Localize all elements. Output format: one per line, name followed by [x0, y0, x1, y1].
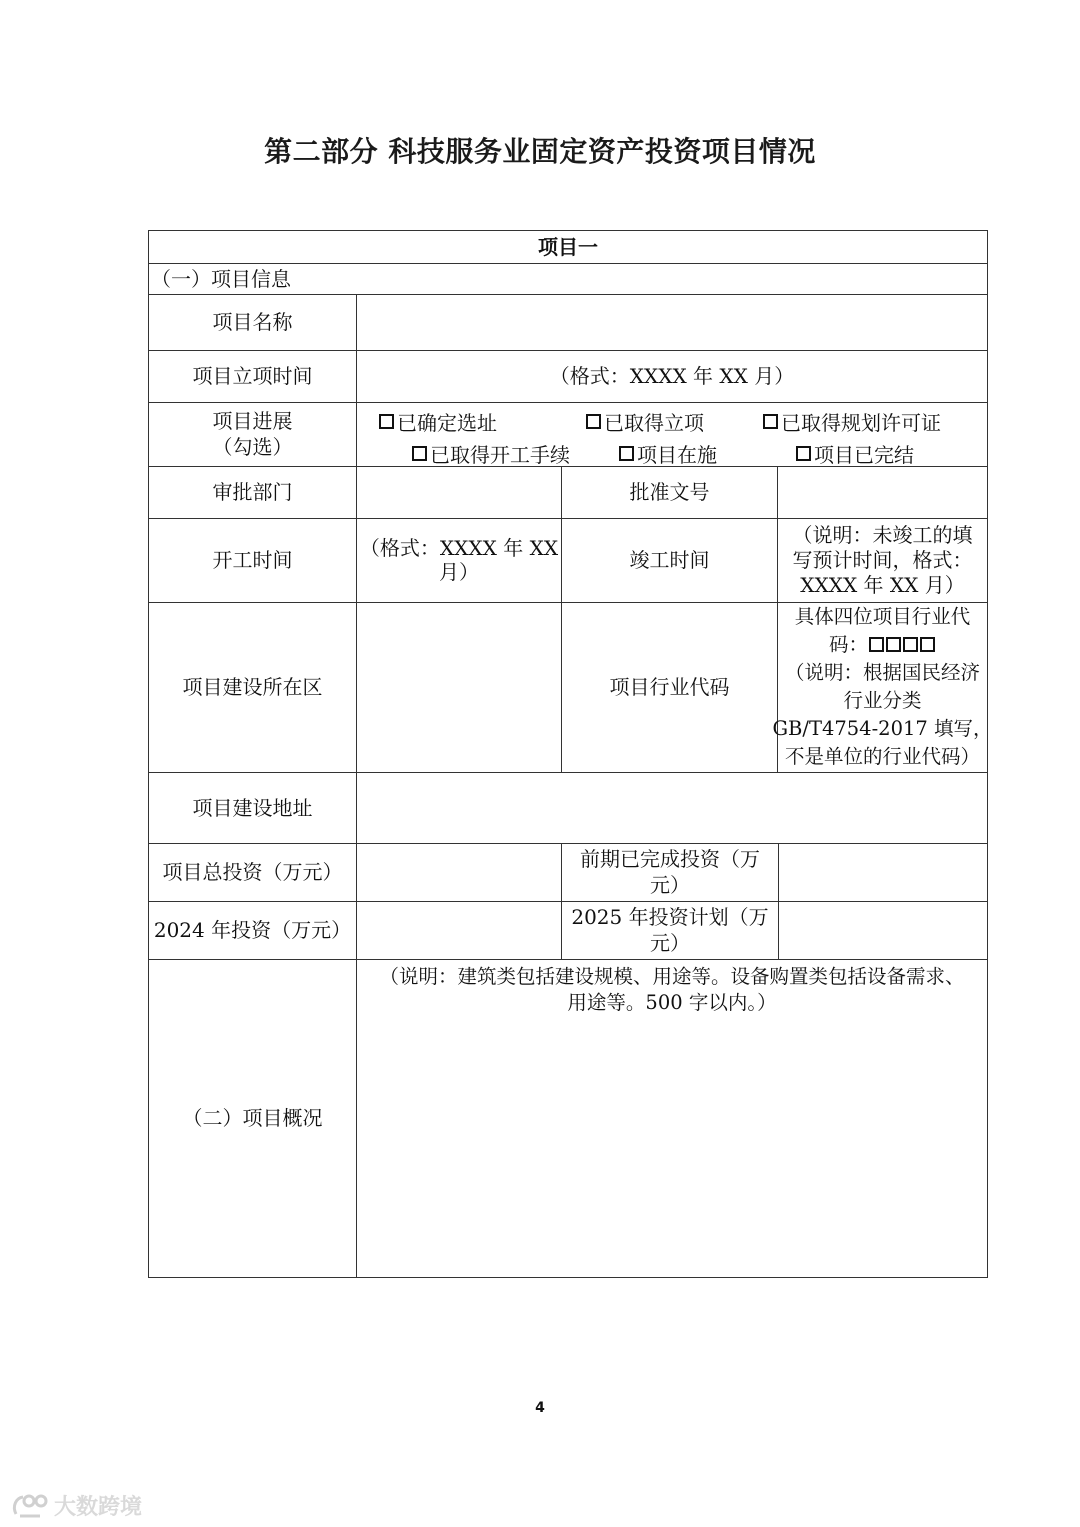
investment-2024-label: 2024 年投资（万元） — [153, 918, 352, 942]
industry-hint-line5: GB/T4754-2017 填写， — [772, 717, 993, 740]
approval-time-field[interactable]: （格式：XXXX 年 XX 月） — [549, 364, 795, 388]
project-header: 项目一 — [538, 235, 598, 259]
watermark-text: 大数跨境 — [54, 1495, 143, 1520]
completed-investment-label: 前期已完成投资（万 元） — [580, 847, 760, 897]
code-box-icon — [903, 637, 918, 652]
industry-hint-line6: 不是单位的行业代码） — [784, 745, 980, 768]
section-project-info: （一）项目信息 — [151, 266, 291, 291]
industry-code-label: 项目行业代码 — [609, 675, 730, 699]
watermark-logo-icon — [10, 1492, 50, 1520]
completion-hint-line2: 写预计时间，格式： — [792, 547, 973, 572]
approval-time-label: 项目立项时间 — [192, 364, 313, 388]
completed-investment-field[interactable] — [779, 843, 987, 901]
industry-hint-line3: （说明：根据国民经济 — [784, 661, 980, 684]
plan-2025-label: 2025 年投资计划（万 元） — [571, 905, 769, 955]
progress-option-approved[interactable]: 已取得立项 — [586, 407, 704, 436]
start-time-hint-line2: 月） — [439, 560, 479, 584]
plan-2025-field[interactable] — [779, 901, 987, 959]
progress-label-line1: 项目进展 — [212, 409, 293, 433]
address-label: 项目建设地址 — [192, 795, 313, 820]
page-number: 4 — [535, 1400, 545, 1416]
start-time-label: 开工时间 — [212, 548, 293, 572]
progress-option-completed[interactable]: 项目已完结 — [796, 439, 914, 468]
checkbox-icon — [412, 446, 427, 461]
industry-code-boxes[interactable]: 码： — [829, 631, 936, 659]
overview-hint-line2: 用途等。500 字以内。） — [567, 991, 777, 1014]
section-project-overview: （二）项目概况 — [182, 1106, 323, 1130]
completion-time-label: 竣工时间 — [629, 548, 710, 572]
start-time-hint-line1: （格式：XXXX 年 XX — [359, 536, 559, 560]
approval-doc-field[interactable] — [778, 466, 987, 518]
checkbox-icon — [763, 414, 778, 429]
address-field[interactable] — [357, 772, 987, 843]
progress-option-construction-permit[interactable]: 已取得开工手续 — [412, 439, 570, 468]
overview-field[interactable] — [357, 959, 987, 1277]
progress-option-site-selected[interactable]: 已确定选址 — [379, 407, 497, 436]
industry-hint-line1: 具体四位项目行业代 — [794, 605, 971, 628]
industry-hint-line4: 行业分类 — [843, 689, 922, 712]
approval-doc-label: 批准文号 — [629, 480, 710, 504]
total-investment-field[interactable] — [357, 843, 561, 901]
approval-dept-field[interactable] — [357, 466, 561, 518]
project-name-field[interactable] — [357, 294, 987, 350]
overview-hint-line1: （说明：建筑类包括建设规模、用途等。设备购置类包括设备需求、 — [379, 965, 965, 988]
watermark — [10, 1490, 142, 1521]
district-field[interactable] — [357, 602, 561, 772]
project-name-label: 项目名称 — [212, 310, 293, 334]
checkbox-icon — [586, 414, 601, 429]
progress-label — [149, 402, 356, 466]
code-box-icon — [886, 637, 901, 652]
investment-2024-field[interactable] — [357, 901, 561, 959]
completion-time-field[interactable] — [778, 518, 987, 602]
completion-hint-line3: XXXX 年 XX 月） — [800, 572, 965, 597]
code-box-icon — [869, 637, 884, 652]
approval-dept-label: 审批部门 — [212, 480, 293, 504]
checkbox-icon — [619, 446, 634, 461]
page-title: 第二部分 科技服务业固定资产投资项目情况 — [264, 135, 816, 168]
progress-label-line2: （勾选） — [212, 435, 293, 459]
checkbox-icon — [379, 414, 394, 429]
industry-code-field[interactable] — [772, 602, 993, 772]
progress-option-in-construction[interactable]: 项目在施 — [619, 439, 717, 468]
project-form-table — [148, 230, 993, 1278]
code-box-icon — [920, 637, 935, 652]
start-time-field[interactable] — [357, 518, 561, 602]
district-label: 项目建设所在区 — [182, 675, 323, 699]
checkbox-icon — [796, 446, 811, 461]
progress-option-planning-permit[interactable]: 已取得规划许可证 — [763, 407, 941, 436]
completion-hint-line1: （说明：未竣工的填 — [792, 522, 973, 547]
total-investment-label: 项目总投资（万元） — [162, 860, 343, 884]
